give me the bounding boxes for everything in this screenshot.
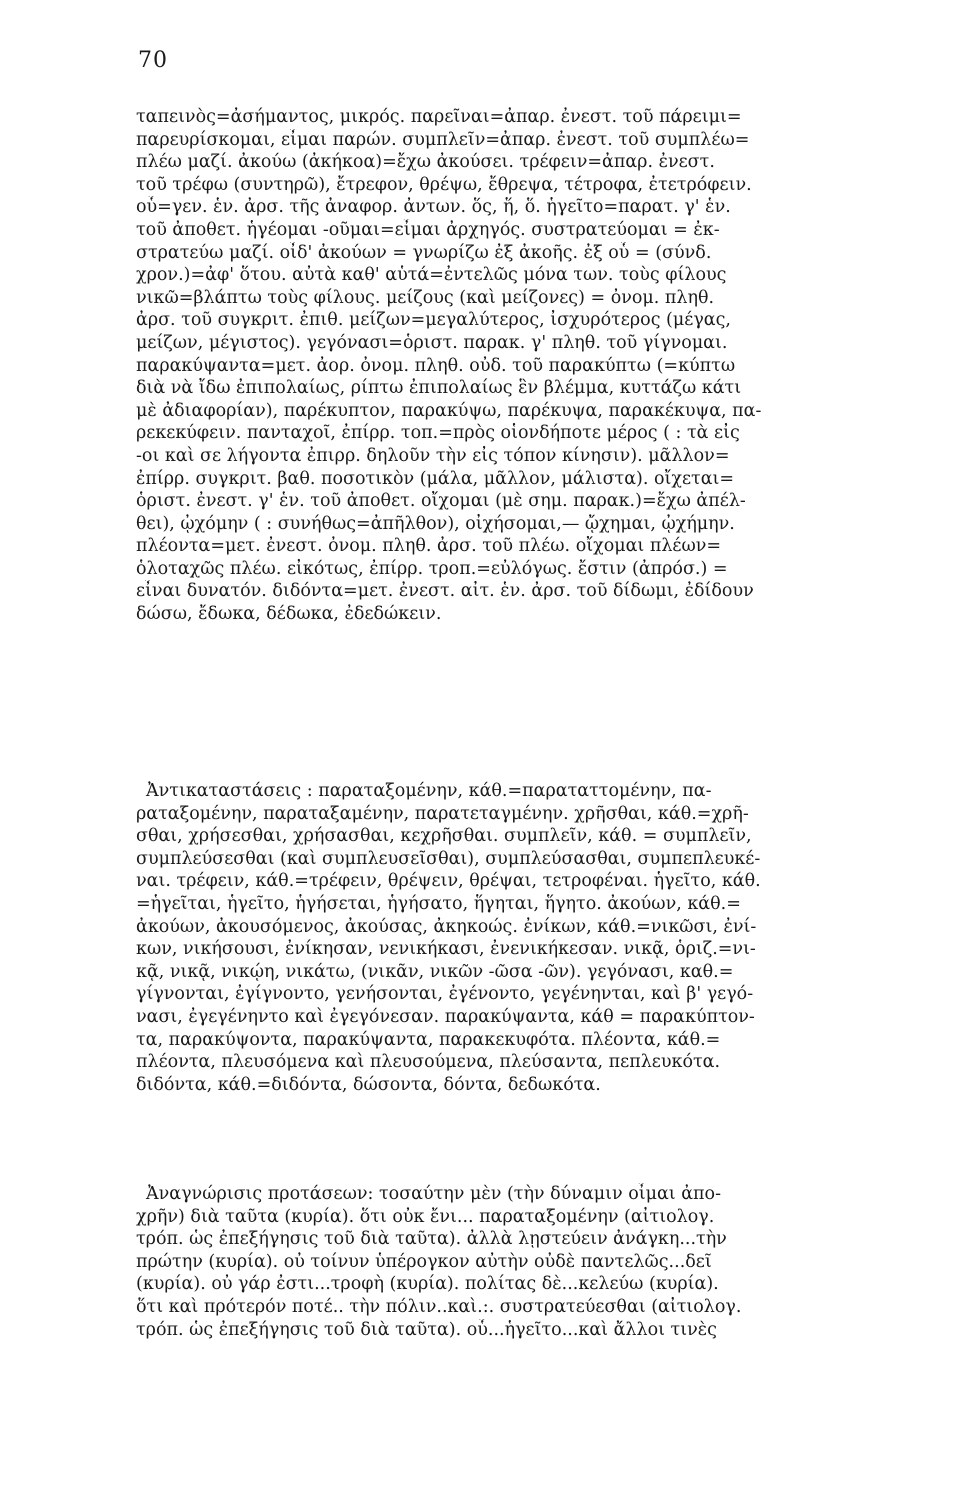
text-line: νικῶ=βλάπτω τοὺς φίλους. μείζους (καὶ μείζονες) = ὀνομ. πληθ.: [136, 287, 715, 308]
text-line: τοῦ τρέφω (συντηρῶ), ἔτρεφον, θρέψω, ἔθρεψα, τέτροφα, ἐτετρόφειν.: [136, 174, 752, 195]
text-line: διὰ νὰ ἴδω ἐπιπολαίως, ρίπτω ἐπιπολαίως ἓν βλέμμα, κυττάζω κάτι: [136, 378, 742, 399]
text-line: πλέοντα, πλευσόμενα καὶ πλευσούμενα, πλεύσαντα, πεπλευκότα.: [136, 1052, 721, 1073]
vocabulary-notes-paragraph: [136, 106, 922, 626]
text-line: δώσω, ἔδωκα, δέδωκα, ἐδεδώκειν.: [136, 604, 442, 625]
text-line: μὲ ἀδιαφορίαν), παρέκυπτον, παρακύψω, παρέκυψα, παρακέκυψα, πα-: [136, 400, 762, 421]
text-line: πρώτην (κυρία). οὐ τοίνυν ὑπέρογκον αὐτὴν οὐδὲ παντελῶς...δεῖ: [136, 1251, 712, 1272]
clause-analysis-paragraph: [136, 1183, 922, 1341]
text-line: διδόντα, κάθ.=διδόντα, δώσοντα, δόντα, δεδωκότα.: [136, 1074, 601, 1095]
text-line: τοῦ ἀποθετ. ἡγέομαι -οῦμαι=εἶμαι ἀρχηγός. συστρατεύομαι = ἐκ-: [136, 219, 720, 240]
text-line: (κυρία). οὐ γάρ ἐστι...τροφὴ (κυρία). πολίτας δὲ...κελεύω (κυρία).: [136, 1274, 719, 1295]
text-line: παρευρίσκομαι, εἶμαι παρών. συμπλεῖν=ἀπαρ. ἐνεστ. τοῦ συμπλέω=: [136, 129, 750, 150]
text-line: πλέοντα=μετ. ἐνεστ. ὀνομ. πληθ. ἀρσ. τοῦ πλέω. οἴχομαι πλέων=: [136, 536, 722, 557]
text-line: μείζων, μέγιστος). γεγόνασι=ὁριστ. παρακ. γ' πληθ. τοῦ γίγνομαι.: [136, 332, 728, 353]
text-line: Ἀναγνώρισις προτάσεων: τοσαύτην μὲν (τὴν δύναμιν οἶμαι ἀπο-: [146, 1184, 721, 1204]
text-line: -οι καὶ σε λήγοντα ἐπιρρ. δηλοῦν τὴν εἰς τόπον κίνησιν). μᾶλλον=: [136, 445, 730, 466]
text-line: ραταξομένην, παραταξαμένην, παρατεταγμένην. χρῆσθαι, κάθ.=χρῆ-: [136, 803, 749, 824]
text-line: συμπλεύσεσθαι (καὶ συμπλευσεῖσθαι), συμπλεύσασθαι, συμπεπλευκέ-: [136, 848, 761, 869]
text-line: ρεκεκύφειν. πανταχοῖ, ἐπίρρ. τοπ.=πρὸς οἱονδήποτε μέρος ( : τὰ εἰς: [136, 423, 740, 444]
text-line: χρον.)=ἀφ' ὅτου. αὐτὰ καθ' αὑτά=ἐντελῶς μόνα των. τοὺς φίλους: [136, 265, 727, 286]
text-line: στρατεύω μαζί. οἶδ' ἀκούων = γνωρίζω ἐξ ἀκοῆς. ἐξ οὗ = (σύνδ.: [136, 242, 712, 263]
text-line: ἀκούων, ἀκουσόμενος, ἀκούσας, ἀκηκοώς. ἐνίκων, κάθ.=νικῶσι, ἐνί-: [136, 916, 757, 937]
text-line: τρόπ. ὡς ἐπεξήγησις τοῦ διὰ ταῦτα). ἀλλὰ λῃστεύειν ἀνάγκη...τὴν: [136, 1229, 727, 1250]
text-line: ὁλοταχῶς πλέω. εἰκότως, ἐπίρρ. τροπ.=εὐλόγως. ἔστιν (ἀπρόσ.) =: [136, 558, 728, 579]
text-line: οὗ=γεν. ἑν. ἀρσ. τῆς ἀναφορ. ἀντων. ὅς, ἥ, ὅ. ἡγεῖτο=παρατ. γ' ἑν.: [136, 197, 731, 218]
text-line: κᾷ, νικᾷ, νικῴη, νικάτω, (νικᾶν, νικῶν -ῶσα -ῶν). γεγόνασι, καθ.=: [136, 961, 734, 982]
text-line: παρακύψαντα=μετ. ἀορ. ὀνομ. πληθ. οὐδ. τοῦ παρακύπτω (=κύπτω: [136, 355, 736, 376]
text-line: τα, παρακύψοντα, παρακύψαντα, παρακεκυφότα. πλέοντα, κάθ.=: [136, 1029, 721, 1050]
page-number: 70: [138, 48, 168, 73]
text-line: γίγνονται, ἐγίγνοντο, γενήσονται, ἐγένοντο, γεγένηνται, καὶ β' γεγό-: [136, 984, 754, 1005]
text-line: νασι, ἐγεγένηντο καὶ ἐγεγόνεσαν. παρακύψαντα, κάθ = παρακύπτον-: [136, 1006, 755, 1027]
text-line: θει), ᾠχόμην ( : συνήθως=ἀπῆλθον), οἰχήσομαι,— ᾤχημαι, ᾠχήμην.: [136, 513, 735, 534]
text-line: εἶναι δυνατόν. διδόντα=μετ. ἐνεστ. αἰτ. ἑν. ἀρσ. τοῦ δίδωμι, ἐδίδουν: [136, 581, 754, 602]
text-line: χρῆν) διὰ ταῦτα (κυρία). ὅτι οὐκ ἔνι... παραταξομένην (αἰτιολογ.: [136, 1206, 715, 1227]
text-line: σθαι, χρήσεσθαι, χρήσασθαι, κεχρῆσθαι. συμπλεῖν, κάθ. = συμπλεῖν,: [136, 826, 752, 847]
text-line: κων, νικήσουσι, ἐνίκησαν, νενικήκασι, ἐνενικήκεσαν. νικᾷ, ὁριζ.=νι-: [136, 939, 756, 960]
text-line: τρόπ. ὡς ἐπεξήγησις τοῦ διὰ ταῦτα). οὗ...ἡγεῖτο...καὶ ἄλλοι τινὲς: [136, 1319, 717, 1340]
text-line: ἐπίρρ. συγκριτ. βαθ. ποσοτικὸν (μάλα, μᾶλλον, μάλιστα). οἴχεται=: [136, 468, 735, 489]
text-line: ναι. τρέφειν, κάθ.=τρέφειν, θρέψειν, θρέψαι, τετροφέναι. ἡγεῖτο, κάθ.: [136, 871, 761, 892]
text-line: πλέω μαζί. ἀκούω (ἀκήκοα)=ἔχω ἀκούσει. τρέφειν=ἀπαρ. ἐνεστ.: [136, 152, 715, 173]
text-line: ἀρσ. τοῦ συγκριτ. ἐπιθ. μείζων=μεγαλύτερος, ἰσχυρότερος (μέγας,: [136, 310, 731, 331]
text-line: ὅτι καὶ πρότερόν ποτέ.. τὴν πόλιν..καὶ.:. συστρατεύεσθαι (αἰτιολογ.: [136, 1296, 742, 1317]
text-line: ὁριστ. ἐνεστ. γ' ἑν. τοῦ ἀποθετ. οἴχομαι (μὲ σημ. παρακ.)=ἔχω ἀπέλ-: [136, 491, 746, 512]
text-line: Ἀντικαταστάσεις : παραταξομένην, κάθ.=παραταττομένην, πα-: [146, 781, 712, 801]
substitutions-paragraph: [136, 780, 922, 1096]
text-line: ταπεινὸς=ἀσήμαντος, μικρός. παρεῖναι=ἀπαρ. ἐνεστ. τοῦ πάρειμι=: [136, 107, 742, 127]
text-line: =ἡγεῖται, ἡγεῖτο, ἡγήσεται, ἡγήσατο, ἥγηται, ἥγητο. ἀκούων, κάθ.=: [136, 893, 741, 914]
